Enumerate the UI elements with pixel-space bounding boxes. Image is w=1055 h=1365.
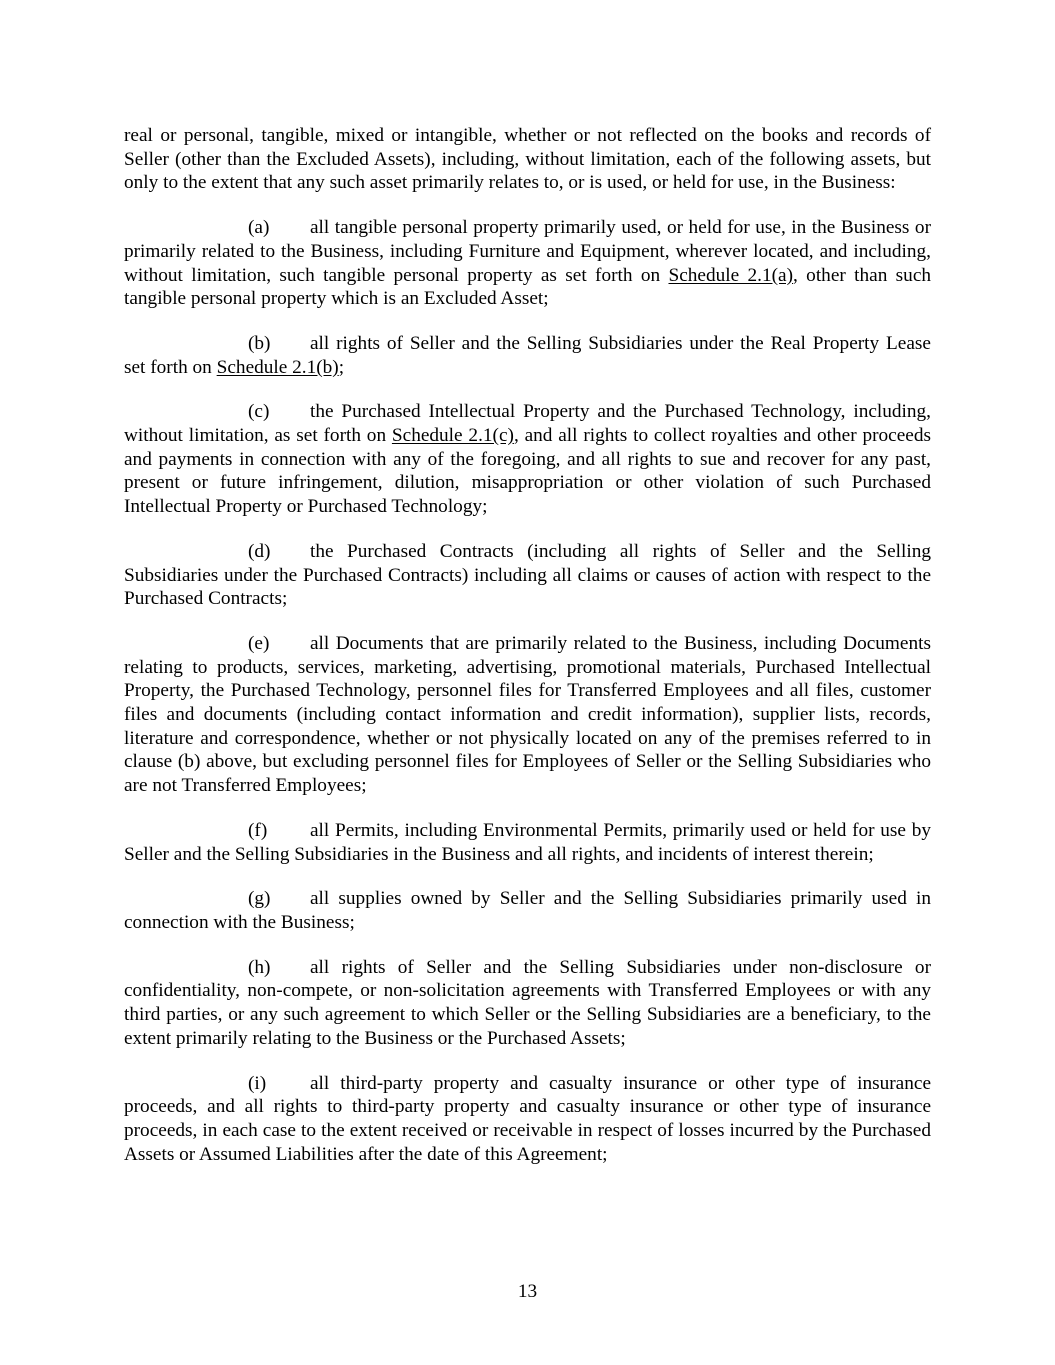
clause-b [124, 332, 931, 379]
page-number: 13 [517, 1281, 538, 1302]
clause-g [124, 887, 931, 934]
clause-label: (c) [248, 401, 270, 423]
clause-label: (e) [248, 632, 270, 654]
clause-label: (b) [248, 332, 271, 354]
intro-paragraph: real or personal, tangible, mixed or intangible, whether or not reflected on the books and records of Seller (other than the Excluded Assets), including, without limitation, each of the following assets, but only to the extent that any such asset primarily relates to, or is used, or held for use, in the Business: [124, 125, 931, 194]
clause-label: (g) [248, 888, 271, 910]
clause-text: all third-party property and casualty insurance or other type of insurance proceeds, and all rights to third-party property and casualty insurance or other type of insurance proceeds, in each case to the extent received or receivable in respect of losses incurred by the Purchased Assets or Assumed Liabilities after the date of this Agreement; [124, 1072, 931, 1165]
clause-text: all supplies owned by Seller and the Selling Subsidiaries primarily used in connection with the Business; [124, 888, 931, 933]
clause-text: all Documents that are primarily related to the Business, including Documents relating to products, services, marketing, advertising, promotional materials, Purchased Intellectual Property, the Purchased Technology, personnel files for Transferred Employees and all files, customer files and documents (including contact information and credit information), supplier lists, records, literature and correspondence, whether or not physically located on any of the premises referred to in clause (b) above, but excluding personnel files for Employees of Seller or the Selling Subsidiaries who are not Transferred Employees; [124, 632, 931, 797]
clause-text: the Purchased Contracts (including all rights of Seller and the Selling Subsidiaries under the Purchased Contracts) including all claims or causes of action with respect to the Purchased Contracts; [124, 540, 931, 610]
clause-label: (h) [248, 956, 271, 978]
clause-label: (f) [248, 819, 268, 841]
schedule-reference: Schedule 2.1(b) [216, 356, 339, 378]
clause-a [124, 216, 931, 311]
clause-text: all Permits, including Environmental Permits, primarily used or held for use by Seller and the Selling Subsidiaries in the Business and all rights, and incidents of interest therein; [124, 819, 931, 865]
schedule-reference: Schedule 2.1(a) [668, 264, 794, 286]
clause-text: all rights of Seller and the Selling Subsidiaries under non-disclosure or confidentiality, non-compete, or non-solicitation agreements with Transferred Employees or with any third parties, or any such agreement to which Seller or the Selling Subsidiaries are a beneficiary, to the extent primarily relating to the Business or the Purchased Assets; [124, 956, 931, 1049]
schedule-reference: Schedule 2.1(c) [391, 425, 514, 447]
document-body [124, 124, 931, 1187]
clause-label: (i) [248, 1072, 267, 1094]
clause-h [124, 956, 931, 1051]
clause-c [124, 400, 931, 519]
clause-label: (d) [248, 540, 271, 562]
clause-i [124, 1072, 931, 1167]
clause-text: , and all rights to collect royalties and other proceeds and payments in connection with any of the foregoing, and all rights to sue and recover for any past, present or future infringement, dilution, misappropriation or other violation of such Purchased Intellectual Property or Purchased Technology; [124, 425, 931, 518]
clause-text: the Purchased Intellectual Property and the Purchased Technology, including, without limitation, as set forth on [124, 401, 931, 447]
clause-label: (a) [248, 217, 270, 239]
clause-e [124, 632, 931, 798]
clause-f [124, 819, 931, 866]
clause-text: ; [338, 356, 345, 378]
clause-text: all rights of Seller and the Selling Subsidiaries under the Real Property Lease set forth on [124, 332, 931, 378]
clause-d [124, 540, 931, 611]
clause-text: all tangible personal property primarily used, or held for use, in the Business or primarily related to the Business, including Furniture and Equipment, wherever located, and including, without limitation, such tangible personal property as set forth on [124, 217, 931, 286]
clause-text: , other than such tangible personal property which is an Excluded Asset; [124, 264, 932, 310]
